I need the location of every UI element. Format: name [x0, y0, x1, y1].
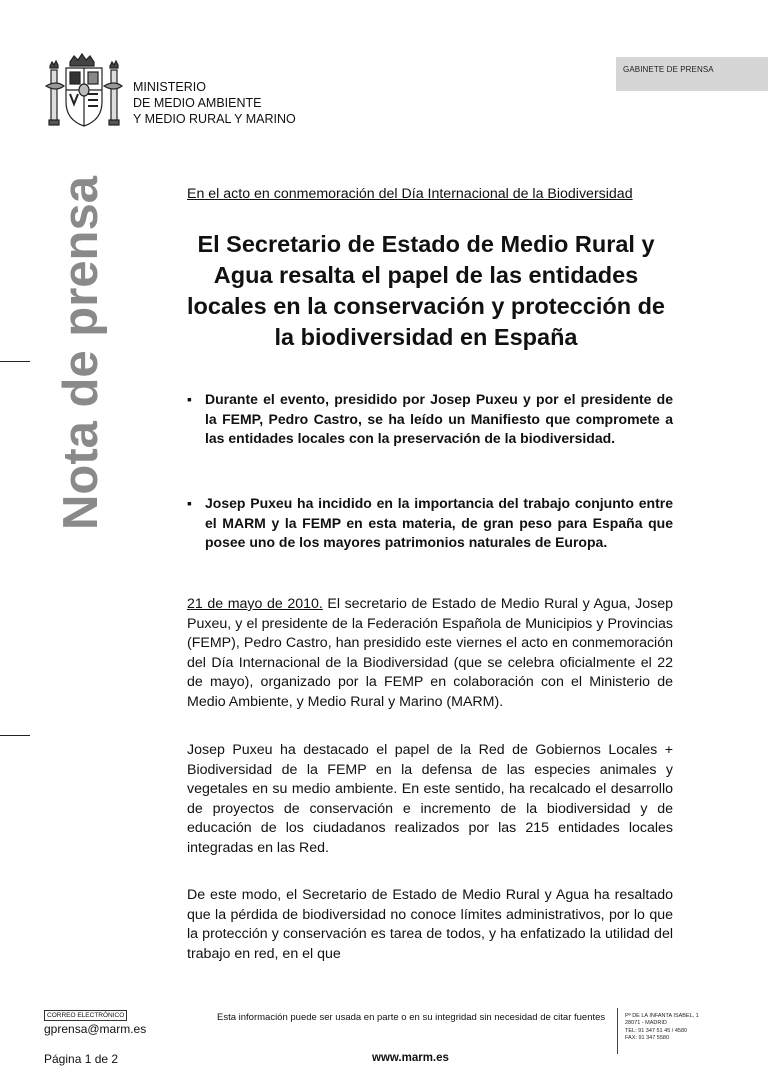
lead-line: En el acto en conmemoración del Día Internacional de la Biodiversidad: [187, 186, 633, 202]
paragraph: [187, 741, 673, 859]
paragraph-text: De este modo, el Secretario de Estado de Medio Rural y Agua ha resaltado que la pérdida de biodiversidad no conoce límites administrativos, por lo que la protección y conservación es tarea de todos, y ha enfatizado la utilidad del trabajo en red, en el que: [187, 887, 673, 962]
press-date: 21 de mayo de 2010.: [187, 596, 323, 612]
margin-rule: [0, 361, 30, 362]
side-title: Nota de prensa: [54, 176, 108, 530]
website-link[interactable]: www.marm.es: [372, 1052, 449, 1064]
margin-rule: [0, 735, 30, 736]
paragraph-text: El secretario de Estado de Medio Rural y Agua, Josep Puxeu, y el presidente de la Federación Española de Municipios y Provincias (FEMP), Pedro Castro, han presidido este viernes el acto en conmemoración del Día Internacional de la Biodiversidad (que se celebra oficialmente el 22 de mayo), organizado por la FEMP en colaboración con el Ministerio de Medio Ambiente, y Medio Rural y Marino (MARM).: [187, 596, 673, 710]
paragraph: [187, 886, 673, 964]
bullet-text: Josep Puxeu ha incidido en la importancia del trabajo conjunto entre el MARM y la FEMP en esta materia, de gran peso para España que posee uno de los mayores patrimonios naturales de Europa.: [205, 495, 673, 550]
email-label: CORREO ELECTRÓNICO: [44, 1010, 127, 1021]
headline-line: locales en la conservación y protección de: [186, 293, 666, 319]
gabinete-box: [616, 57, 768, 91]
usage-note: Esta información puede ser usada en parte o en su integridad sin necesidad de citar fuentes: [217, 1012, 606, 1023]
bullet-mark: ▪: [187, 391, 192, 407]
coat-of-arms-icon: [44, 52, 124, 134]
bullet-item: [187, 494, 673, 553]
email-link[interactable]: gprensa@marm.es: [44, 1022, 147, 1036]
address-line: FAX: 91 347 5580: [625, 1035, 670, 1042]
bullet-mark: ▪: [187, 495, 192, 511]
bullet-item: [187, 390, 673, 449]
address-block: [625, 1013, 699, 1043]
ministry-line: DE MEDIO AMBIENTE: [133, 96, 262, 110]
headline-line: Agua resalta el papel de las entidades: [213, 262, 639, 288]
paragraph-text: Josep Puxeu ha destacado el papel de la Red de Gobiernos Locales + Biodiversidad de la FEMP en la defensa de las especies animales y vegetales en su medio ambiente. En este sentido, ha recalcado el desarrollo de proyectos de conservación e incremento de la biodiversidad y de educación de los ciudadanos realizados por las 215 entidades locales integradas en las Red.: [187, 742, 673, 856]
bullet-text: Durante el evento, presidido por Josep Puxeu y por el presidente de la FEMP, Pedro Castro, se ha leído un Manifiesto que compromete a las entidades locales con la preservación de la biodiversidad.: [205, 391, 673, 446]
gabinete-label: GABINETE DE PRENSA: [623, 65, 714, 74]
address-line: Pº DE LA INFANTA ISABEL, 1: [625, 1013, 699, 1019]
paragraph: [187, 595, 673, 713]
ministry-line: MINISTERIO: [133, 80, 206, 94]
headline: [176, 229, 676, 353]
footer-divider: [617, 1008, 618, 1054]
address-line: TEL: 91 347 51 45 / 4580: [625, 1027, 688, 1034]
ministry-name: [133, 79, 296, 127]
headline-line: la biodiversidad en España: [274, 324, 578, 350]
address-line: 28071 - MADRID: [625, 1020, 667, 1027]
ministry-line: Y MEDIO RURAL Y MARINO: [133, 112, 296, 126]
page-number: Página 1 de 2: [44, 1052, 119, 1066]
headline-line: El Secretario de Estado de Medio Rural y: [197, 231, 655, 257]
